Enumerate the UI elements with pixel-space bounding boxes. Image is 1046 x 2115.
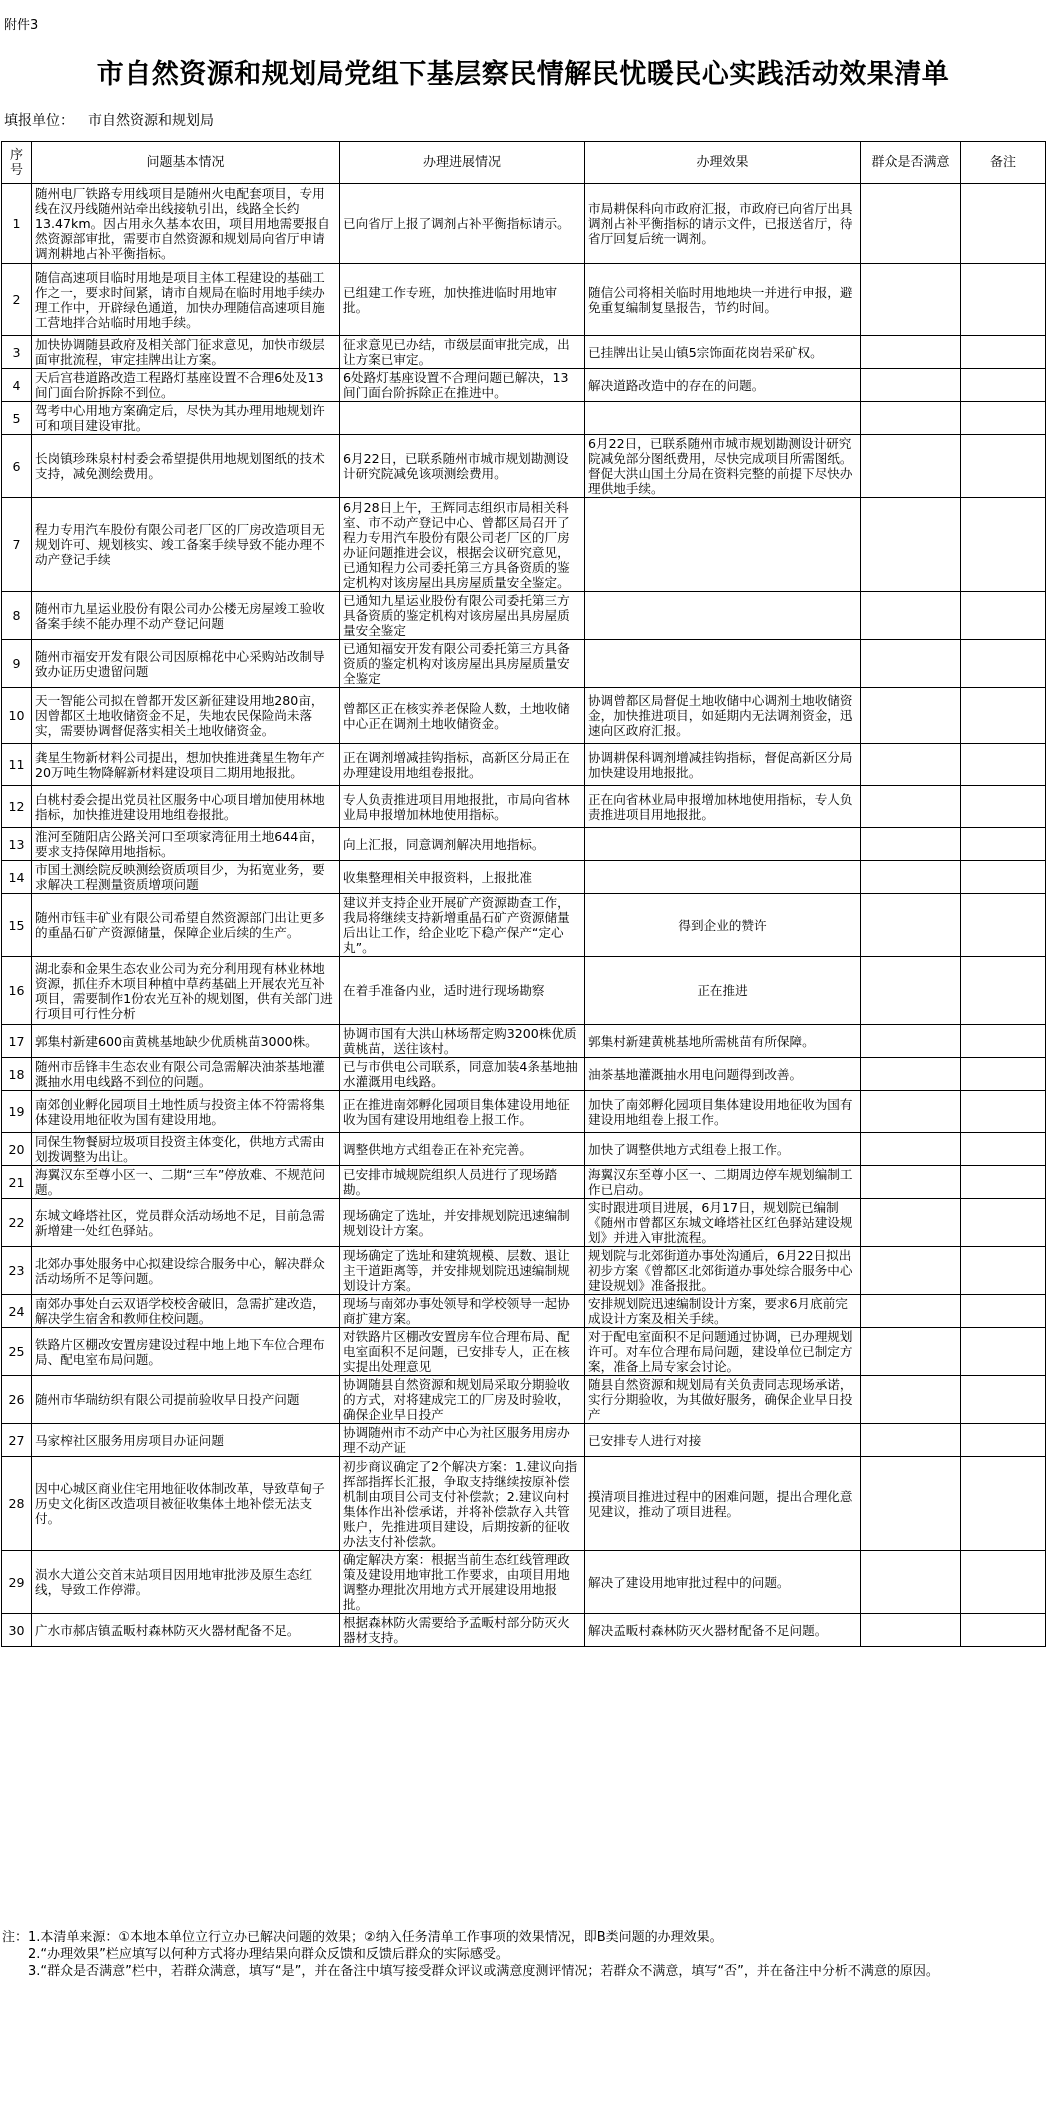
cell-no: 9 — [2, 640, 32, 688]
table-row — [2, 1614, 1046, 1647]
cell-remark — [961, 1457, 1046, 1551]
cell-effect: 协调耕保科调剂增减挂钩指标，督促高新区分局加快建设用地报批。 — [585, 744, 861, 786]
cell-satisfied — [861, 1614, 961, 1647]
cell-progress: 曾都区正在核实养老保险人数，土地收储中心正在调剂土地收储资金。 — [340, 688, 585, 744]
cell-issue: 天一智能公司拟在曾都开发区新征建设用地280亩，因曾都区土地收储资金不足，失地农民保险尚未落实，需要协调督促落实相关土地收储资金。 — [32, 688, 340, 744]
cell-satisfied — [861, 402, 961, 435]
cell-issue: 因中心城区商业住宅用地征收体制改革，导致草甸子历史文化街区改造项目被征收集体土地补偿无法支付。 — [32, 1457, 340, 1551]
table-row — [2, 184, 1046, 264]
cell-no: 2 — [2, 264, 32, 336]
cell-no: 18 — [2, 1058, 32, 1091]
table-row — [2, 1247, 1046, 1295]
cell-effect: 解决了建设用地审批过程中的问题。 — [585, 1551, 861, 1614]
cell-remark — [961, 402, 1046, 435]
cell-no: 14 — [2, 861, 32, 894]
cell-issue: 同保生物餐厨垃圾项目投资主体变化，供地方式需由划拨调整为出让。 — [32, 1133, 340, 1166]
page-title: 市自然资源和规划局党组下基层察民情解民忧暖民心实践活动效果清单 — [96, 59, 950, 90]
cell-remark — [961, 1376, 1046, 1424]
cell-issue: 马家榨社区服务用房项目办证问题 — [32, 1424, 340, 1457]
cell-effect — [585, 498, 861, 592]
cell-remark — [961, 1166, 1046, 1199]
cell-satisfied — [861, 828, 961, 861]
cell-issue: 淮河至随阳店公路关河口至项家湾征用土地644亩，要求支持保障用地指标。 — [32, 828, 340, 861]
table-row — [2, 786, 1046, 828]
cell-no: 25 — [2, 1328, 32, 1376]
cell-no: 20 — [2, 1133, 32, 1166]
cell-remark — [961, 1551, 1046, 1614]
cell-issue: 市国土测绘院反映测绘资质项目少，为拓宽业务，要求解决工程测量资质增项问题 — [32, 861, 340, 894]
cell-progress: 6处路灯基座设置不合理问题已解决，13间门面台阶拆除正在推进中。 — [340, 369, 585, 402]
cell-progress: 征求意见已办结，市级层面审批完成，出让方案已审定。 — [340, 336, 585, 369]
cell-remark — [961, 369, 1046, 402]
table-row — [2, 1424, 1046, 1457]
cell-progress: 协调市国有大洪山林场帮定购3200株优质黄桃苗，送往该村。 — [340, 1025, 585, 1058]
note-2: 2.“办理效果”栏应填写以何种方式将办理结果向群众反馈和反馈后群众的实际感受。 — [28, 1947, 509, 1962]
table-row — [2, 640, 1046, 688]
cell-remark — [961, 1424, 1046, 1457]
cell-effect: 摸清项目推进过程中的困难问题，提出合理化意见建议，推动了项目进程。 — [585, 1457, 861, 1551]
cell-progress: 在着手准备内业，适时进行现场勘察 — [340, 957, 585, 1025]
cell-issue: 长岗镇珍珠泉村村委会希望提供用地规划图纸的技术支持，减免测绘费用。 — [32, 435, 340, 498]
cell-satisfied — [861, 1199, 961, 1247]
cell-remark — [961, 1058, 1046, 1091]
cell-effect: 市局耕保科向市政府汇报，市政府已向省厅出具调剂占补平衡指标的请示文件，已报送省厅，待省厅回复后统一调剂。 — [585, 184, 861, 264]
table-row — [2, 1199, 1046, 1247]
cell-no: 8 — [2, 592, 32, 640]
cell-remark — [961, 1133, 1046, 1166]
cell-effect: 加快了南郊孵化园项目集体建设用地征收为国有建设用地组卷上报工作。 — [585, 1091, 861, 1133]
cell-no: 30 — [2, 1614, 32, 1647]
cell-issue: 湖北泰和金果生态农业公司为充分利用现有林业林地资源，抓住乔木项目种植中草药基础上开展农光互补项目，需要制作1份农光互补的规划图，供有关部门进行项目可行性分析 — [32, 957, 340, 1025]
cell-effect — [585, 640, 861, 688]
cell-issue: 涢水大道公交首末站项目因用地审批涉及原生态红线，导致工作停滞。 — [32, 1551, 340, 1614]
table-row — [2, 336, 1046, 369]
cell-effect: 协调曾都区局督促土地收储中心调剂土地收储资金，加快推进项目，如延期内无法调剂资金，迅速向区政府汇报。 — [585, 688, 861, 744]
notes — [2, 1929, 1042, 1980]
cell-remark — [961, 336, 1046, 369]
cell-remark — [961, 640, 1046, 688]
cell-satisfied — [861, 1133, 961, 1166]
cell-satisfied — [861, 592, 961, 640]
table-row — [2, 1091, 1046, 1133]
header-effect: 办理效果 — [585, 142, 861, 184]
cell-progress: 收集整理相关申报资料，上报批准 — [340, 861, 585, 894]
cell-progress — [340, 402, 585, 435]
cell-effect: 已挂牌出让吴山镇5宗饰面花岗岩采矿权。 — [585, 336, 861, 369]
cell-issue: 随州电厂铁路专用线项目是随州火电配套项目，专用线在汉丹线随州站牵出线接轨引出，线路全长约13.47km。因占用永久基本农田，项目用地需要报自然资源部审批，需要市自然资源和规划局向省厅申请调剂耕地占补平衡指标。 — [32, 184, 340, 264]
cell-issue: 南郊创业孵化园项目土地性质与投资主体不符需将集体建设用地征收为国有建设用地。 — [32, 1091, 340, 1133]
cell-progress: 向上汇报，同意调剂解决用地指标。 — [340, 828, 585, 861]
cell-effect: 对于配电室面积不足问题通过协调，已办理规划许可。对车位合理布局问题，建设单位已制定方案，准备上局专家会讨论。 — [585, 1328, 861, 1376]
table-row — [2, 592, 1046, 640]
cell-effect: 解决道路改造中的存在的问题。 — [585, 369, 861, 402]
cell-issue: 随州市岳锋丰生态农业有限公司急需解决油茶基地灌溉抽水用电线路不到位的问题。 — [32, 1058, 340, 1091]
cell-satisfied — [861, 1424, 961, 1457]
cell-satisfied — [861, 369, 961, 402]
cell-satisfied — [861, 1058, 961, 1091]
table-row — [2, 1328, 1046, 1376]
cell-remark — [961, 688, 1046, 744]
cell-no: 22 — [2, 1199, 32, 1247]
cell-satisfied — [861, 640, 961, 688]
cell-satisfied — [861, 1551, 961, 1614]
cell-effect: 随县自然资源和规划局有关负责同志现场承诺，实行分期验收，为其做好服务，确保企业早日投产 — [585, 1376, 861, 1424]
table-row — [2, 1058, 1046, 1091]
note-1: 注：1.本清单来源：①本地本单位立行立办已解决问题的效果；②纳入任务清单工作事项的效果情况，即B类问题的办理效果。 — [2, 1930, 723, 1945]
cell-satisfied — [861, 744, 961, 786]
cell-effect: 6月22日，已联系随州市城市规划勘测设计研究院减免部分图纸费用，尽快完成项目所需图纸。督促大洪山国土分局在资料完整的前提下尽快办理供地手续。 — [585, 435, 861, 498]
cell-remark — [961, 894, 1046, 957]
cell-remark — [961, 1199, 1046, 1247]
fill-unit-label: 填报单位： — [4, 113, 74, 129]
cell-issue: 广水市郝店镇孟畈村森林防灭火器材配备不足。 — [32, 1614, 340, 1647]
cell-satisfied — [861, 498, 961, 592]
table-row — [2, 1133, 1046, 1166]
effect-table — [1, 141, 1046, 1647]
cell-no: 29 — [2, 1551, 32, 1614]
cell-progress: 现场确定了选址和建筑规模、层数、退让主干道距离等，并安排规划院迅速编制规划设计方案。 — [340, 1247, 585, 1295]
cell-no: 23 — [2, 1247, 32, 1295]
cell-remark — [961, 1295, 1046, 1328]
table-row — [2, 1166, 1046, 1199]
cell-remark — [961, 264, 1046, 336]
cell-no: 28 — [2, 1457, 32, 1551]
cell-satisfied — [861, 1328, 961, 1376]
cell-progress: 现场与南郊办事处领导和学校领导一起协商扩建方案。 — [340, 1295, 585, 1328]
cell-issue: 海翼汉东至尊小区一、二期“三车”停放难、不规范问题。 — [32, 1166, 340, 1199]
cell-effect: 得到企业的赞许 — [585, 894, 861, 957]
header-issue: 问题基本情况 — [32, 142, 340, 184]
cell-issue: 龚星生物新材料公司提出，想加快推进龚星生物年产20万吨生物降解新材料建设项目二期用地报批。 — [32, 744, 340, 786]
cell-satisfied — [861, 957, 961, 1025]
cell-no: 7 — [2, 498, 32, 592]
cell-issue: 随州市钰丰矿业有限公司希望自然资源部门出让更多的重晶石矿产资源储量，保障企业后续的生产。 — [32, 894, 340, 957]
cell-remark — [961, 1025, 1046, 1058]
cell-satisfied — [861, 336, 961, 369]
cell-no: 5 — [2, 402, 32, 435]
cell-issue: 随州市华瑞纺织有限公司提前验收早日投产问题 — [32, 1376, 340, 1424]
cell-no: 16 — [2, 957, 32, 1025]
cell-effect: 已安排专人进行对接 — [585, 1424, 861, 1457]
cell-no: 3 — [2, 336, 32, 369]
cell-remark — [961, 435, 1046, 498]
cell-no: 12 — [2, 786, 32, 828]
cell-issue: 程力专用汽车股份有限公司老厂区的厂房改造项目无规划许可、规划核实、竣工备案手续导致不能办理不动产登记手续 — [32, 498, 340, 592]
cell-progress: 现场确定了选址，并安排规划院迅速编制规划设计方案。 — [340, 1199, 585, 1247]
cell-satisfied — [861, 894, 961, 957]
cell-remark — [961, 184, 1046, 264]
cell-issue: 南郊办事处白云双语学校校舍破旧，急需扩建改造，解决学生宿舍和教师住校问题。 — [32, 1295, 340, 1328]
cell-progress: 确定解决方案：根据当前生态红线管理政策及建设用地审批工作要求，由项目用地调整办理批次用地方式开展建设用地报批。 — [340, 1551, 585, 1614]
table-row — [2, 1376, 1046, 1424]
table-header-row — [2, 142, 1046, 184]
cell-effect: 郭集村新建黄桃基地所需桃苗有所保障。 — [585, 1025, 861, 1058]
cell-progress: 已组建工作专班，加快推进临时用地审批。 — [340, 264, 585, 336]
header-progress: 办理进展情况 — [340, 142, 585, 184]
cell-no: 4 — [2, 369, 32, 402]
cell-issue: 随州市福安开发有限公司因原棉花中心采购站改制导致办证历史遗留问题 — [32, 640, 340, 688]
cell-satisfied — [861, 861, 961, 894]
cell-satisfied — [861, 688, 961, 744]
cell-satisfied — [861, 435, 961, 498]
cell-no: 24 — [2, 1295, 32, 1328]
cell-progress: 协调随州市不动产中心为社区服务用房办理不动产证 — [340, 1424, 585, 1457]
cell-issue: 天后宫巷道路改造工程路灯基座设置不合理6处及13间门面台阶拆除不到位。 — [32, 369, 340, 402]
cell-progress: 初步商议确定了2个解决方案：1.建议向指挥部指挥长汇报，争取支持继续按原补偿机制由项目公司支付补偿款；2.建议向村集体作出补偿承诺，并将补偿款存入共管账户，先推进项目建设，后期按新的征收办法支付补偿款。 — [340, 1457, 585, 1551]
table-row — [2, 828, 1046, 861]
cell-issue: 随州市九星运业股份有限公司办公楼无房屋竣工验收备案手续不能办理不动产登记问题 — [32, 592, 340, 640]
table-row — [2, 369, 1046, 402]
cell-no: 10 — [2, 688, 32, 744]
cell-issue: 北郊办事处服务中心拟建设综合服务中心，解决群众活动场所不足等问题。 — [32, 1247, 340, 1295]
cell-remark — [961, 957, 1046, 1025]
cell-progress: 正在推进南郊孵化园项目集体建设用地征收为国有建设用地组卷上报工作。 — [340, 1091, 585, 1133]
cell-no: 15 — [2, 894, 32, 957]
cell-effect: 海翼汉东至尊小区一、二期周边停车规划编制工作已启动。 — [585, 1166, 861, 1199]
table-row — [2, 688, 1046, 744]
cell-effect — [585, 861, 861, 894]
table-row — [2, 957, 1046, 1025]
table-row — [2, 498, 1046, 592]
table-row — [2, 744, 1046, 786]
cell-satisfied — [861, 1376, 961, 1424]
cell-progress: 已向省厅上报了调剂占补平衡指标请示。 — [340, 184, 585, 264]
cell-issue: 白桃村委会提出党员社区服务中心项目增加使用林地指标，加快推进建设用地组卷报批。 — [32, 786, 340, 828]
cell-progress: 已与市供电公司联系，同意加装4条基地抽水灌溉用电线路。 — [340, 1058, 585, 1091]
cell-no: 26 — [2, 1376, 32, 1424]
table-row — [2, 402, 1046, 435]
note-3: 3.“群众是否满意”栏中，若群众满意，填写“是”，并在备注中填写接受群众评议或满意度测评情况；若群众不满意，填写“否”，并在备注中分析不满意的原因。 — [28, 1964, 939, 1979]
cell-issue: 郭集村新建600亩黄桃基地缺少优质桃苗3000株。 — [32, 1025, 340, 1058]
table-row — [2, 1025, 1046, 1058]
cell-progress: 6月22日，已联系随州市城市规划勘测设计研究院减免该项测绘费用。 — [340, 435, 585, 498]
cell-issue: 东城文峰塔社区，党员群众活动场地不足，目前急需新增建一处红色驿站。 — [32, 1199, 340, 1247]
header-remark: 备注 — [961, 142, 1046, 184]
cell-no: 1 — [2, 184, 32, 264]
cell-remark — [961, 786, 1046, 828]
fill-unit — [4, 110, 228, 130]
table-row — [2, 1551, 1046, 1614]
cell-no: 21 — [2, 1166, 32, 1199]
cell-effect: 油茶基地灌溉抽水用电问题得到改善。 — [585, 1058, 861, 1091]
cell-remark — [961, 1247, 1046, 1295]
cell-effect: 解决孟畈村森林防灭火器材配备不足问题。 — [585, 1614, 861, 1647]
cell-effect: 实时跟进项目进展，6月17日，规划院已编制《随州市曾都区东城文峰塔社区红色驿站建设规划》并进入审批流程。 — [585, 1199, 861, 1247]
cell-effect — [585, 592, 861, 640]
cell-progress: 已通知福安开发有限公司委托第三方具备资质的鉴定机构对该房屋出具房屋质量安全鉴定 — [340, 640, 585, 688]
cell-progress: 专人负责推进项目用地报批，市局向省林业局申报增加林地使用指标。 — [340, 786, 585, 828]
cell-progress: 6月28日上午，王辉同志组织市局相关科室、市不动产登记中心、曾都区局召开了程力专用汽车股份有限公司老厂区的厂房办证问题推进会议，根据会议研究意见，已通知程力公司委托第三方具备资质的鉴定机构对该房屋出具房屋质量安全鉴定。 — [340, 498, 585, 592]
cell-effect: 安排规划院迅速编制设计方案，要求6月底前完成设计方案及相关手续。 — [585, 1295, 861, 1328]
cell-remark — [961, 1328, 1046, 1376]
cell-satisfied — [861, 264, 961, 336]
cell-issue: 铁路片区棚改安置房建设过程中地上地下车位合理布局、配电室布局问题。 — [32, 1328, 340, 1376]
cell-no: 11 — [2, 744, 32, 786]
table-body — [2, 184, 1046, 1647]
cell-no: 19 — [2, 1091, 32, 1133]
table-row — [2, 861, 1046, 894]
cell-satisfied — [861, 1295, 961, 1328]
cell-effect: 加快了调整供地方式组卷上报工作。 — [585, 1133, 861, 1166]
cell-issue: 加快协调随县政府及相关部门征求意见，加快市级层面审批流程，审定挂牌出让方案。 — [32, 336, 340, 369]
attachment-label: 附件3 — [4, 18, 39, 33]
table-row — [2, 1295, 1046, 1328]
table-row — [2, 894, 1046, 957]
cell-satisfied — [861, 786, 961, 828]
cell-remark — [961, 828, 1046, 861]
cell-progress: 已安排市城规院组织人员进行了现场踏勘。 — [340, 1166, 585, 1199]
cell-satisfied — [861, 1166, 961, 1199]
header-no: 序号 — [2, 142, 32, 184]
cell-satisfied — [861, 1025, 961, 1058]
cell-effect: 随信公司将相关临时用地地块一并进行申报，避免重复编制复垦报告，节约时间。 — [585, 264, 861, 336]
cell-issue: 驾考中心用地方案确定后，尽快为其办理用地规划许可和项目建设审批。 — [32, 402, 340, 435]
cell-progress: 根据森林防火需要给予孟畈村部分防灭火器材支持。 — [340, 1614, 585, 1647]
cell-satisfied — [861, 1247, 961, 1295]
cell-remark — [961, 1614, 1046, 1647]
cell-remark — [961, 861, 1046, 894]
cell-satisfied — [861, 1091, 961, 1133]
cell-progress: 调整供地方式组卷正在补充完善。 — [340, 1133, 585, 1166]
cell-effect: 正在推进 — [585, 957, 861, 1025]
cell-progress: 对铁路片区棚改安置房车位合理布局、配电室面积不足问题，已安排专人，正在核实提出处理意见 — [340, 1328, 585, 1376]
cell-no: 17 — [2, 1025, 32, 1058]
table-row — [2, 264, 1046, 336]
cell-no: 13 — [2, 828, 32, 861]
cell-progress: 正在调剂增减挂钩指标，高新区分局正在办理建设用地组卷报批。 — [340, 744, 585, 786]
cell-progress: 已通知九星运业股份有限公司委托第三方具备资质的鉴定机构对该房屋出具房屋质量安全鉴定 — [340, 592, 585, 640]
cell-remark — [961, 1091, 1046, 1133]
cell-progress: 建议并支持企业开展矿产资源勘查工作，我局将继续支持新增重晶石矿产资源储量后出让工作，给企业吃下稳产保产“定心丸”。 — [340, 894, 585, 957]
cell-satisfied — [861, 184, 961, 264]
cell-issue: 随信高速项目临时用地是项目主体工程建设的基础工作之一，要求时间紧，请市自规局在临时用地手续办理工作中，开辟绿色通道，加快办理随信高速项目施工营地拌合站临时用地手续。 — [32, 264, 340, 336]
cell-remark — [961, 744, 1046, 786]
header-satisfied: 群众是否满意 — [861, 142, 961, 184]
table-row — [2, 1457, 1046, 1551]
cell-progress: 协调随县自然资源和规划局采取分期验收的方式，对将建成完工的厂房及时验收，确保企业早日投产 — [340, 1376, 585, 1424]
cell-effect — [585, 828, 861, 861]
cell-effect: 规划院与北郊街道办事处沟通后，6月22日拟出初步方案《曾都区北郊街道办事处综合服务中心建设规划》准备报批。 — [585, 1247, 861, 1295]
cell-no: 6 — [2, 435, 32, 498]
cell-effect — [585, 402, 861, 435]
table-row — [2, 435, 1046, 498]
cell-remark — [961, 498, 1046, 592]
fill-unit-value: 市自然资源和规划局 — [88, 113, 214, 129]
cell-effect: 正在向省林业局申报增加林地使用指标，专人负责推进项目用地报批。 — [585, 786, 861, 828]
cell-satisfied — [861, 1457, 961, 1551]
cell-no: 27 — [2, 1424, 32, 1457]
cell-remark — [961, 592, 1046, 640]
